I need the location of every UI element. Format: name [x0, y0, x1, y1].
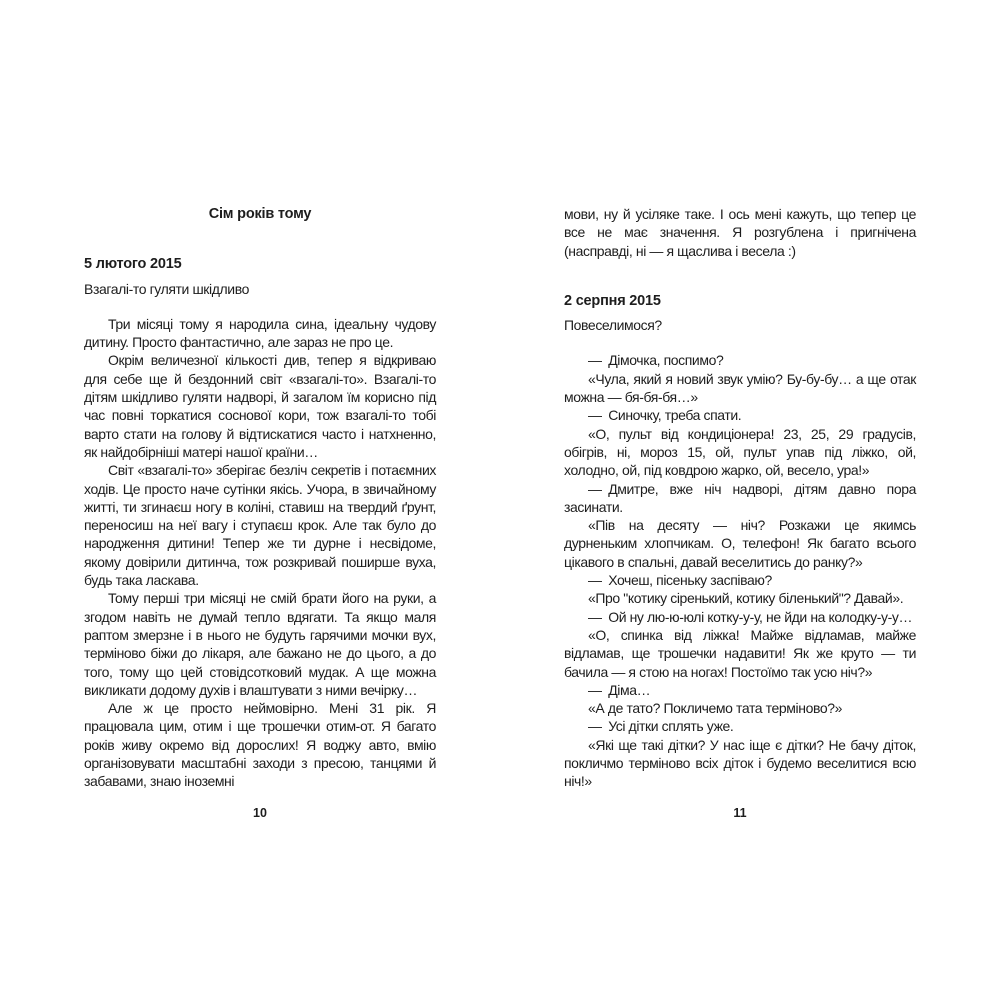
- dialog-paragraph: «Які ще такі дітки? У нас іще є дітки? Не бачу діток, покличмо терміново всіх діток і будемо веселитися всю ніч!»: [564, 736, 916, 790]
- body-text-right: [564, 351, 916, 790]
- dialog-paragraph: — Дмитре, вже ніч надворі, дітям давно пора засинати.: [564, 480, 916, 515]
- chapter-title: Сім років тому: [208, 206, 312, 222]
- entry-date: 5 лютого 2015: [84, 256, 182, 273]
- entry-header: [84, 255, 436, 298]
- paragraph: Три місяці тому я народила сина, ідеальну чудову дитину. Просто фантастично, але зараз не про це.: [84, 315, 436, 351]
- page-number-right: 11: [733, 806, 747, 820]
- dialog-paragraph: — Усі дітки сплять уже.: [588, 718, 734, 735]
- entry-date: 2 серпня 2015: [564, 292, 661, 309]
- paragraph: Світ «взагалі-то» зберігає безліч секретів і потаємних ходів. Це просто наче сутінки якісь. Учора, в звичайному житті, ти згинаєш ногу в коліні, ставиш на твердий ґрунт, переносиш на неї вагу і ступаєш крок. Але так було до народження дитини! Тепер же ти дурне і несвідоме, якому довірили дитинча, тож розкривай поширше вуха, будь така ласкава.: [84, 462, 436, 589]
- entry-subtitle: Взагалі-то гуляти шкідливо: [84, 280, 249, 297]
- paragraph: Окрім величезної кількості див, тепер я відкриваю для себе ще й бездонний світ «взагалі-то». Взагалі-то дітям шкідливо гуляти надворі, й загалом їм корисно під час повні торкатися соснової кори, тож взагалі-то тобі варто стати на голову й відтискатися часто і натхненно, як найдобірніші матері нашої країни…: [84, 352, 436, 460]
- paragraph: Але ж це просто неймовірно. Мені 31 рік. Я працювала цим, отим і ще трошечки отим-от. Я багато років живу окремо від дорослих! Я воджу авто, вмію організовувати масштабні заходи з пресою, танцями й забавами, знаю іноземні: [84, 700, 436, 790]
- dialog-paragraph: «А де тато? Покличемо тата терміново?»: [588, 700, 842, 717]
- dialog-paragraph: «О, пульт від кондиціонера! 23, 25, 29 градусів, обігрів, ні, мороз 15, ой, пульт упав під ліжко, ой, холодно, ой, під ковдрою жарко, ой, весело, ура!»: [564, 425, 916, 479]
- dialog-paragraph: — Діма…: [588, 681, 651, 698]
- body-text-left: [84, 315, 436, 791]
- dialog-paragraph: — Дімочка, поспимо?: [588, 352, 724, 369]
- dialog-paragraph: — Ой ну лю-ю-юлі котку-у-у, не йди на колодку-у-у…: [588, 608, 913, 625]
- dialog-paragraph: «Пів на десяту — ніч? Розкажи це якимсь дурненьким хлопчикам. О, телефон! Як багато всього цікавого в спальні, давай веселитись до ранку?»: [564, 517, 916, 570]
- paragraph: Тому перші три місяці не смій брати його на руки, а згодом навіть не думай тепло вдягати. Та якщо маля раптом змерзне і в нього не будуть гарячими мочки вух, терміново біжи до лікаря, але бажано не до цього, а до того, тому що цей стовідсотковий мудак. А ще можна викликати додому духів і влаштувати з ними вечірку…: [84, 590, 436, 698]
- dialog-paragraph: — Синочку, треба спати.: [588, 407, 742, 424]
- entry-header: [564, 292, 916, 335]
- dialog-paragraph: «Про "котику сіренький, котику біленький"? Давай».: [588, 590, 904, 607]
- dialog-paragraph: «Чула, який я новий звук умію? Бу-бу-бу… а ще отак можна — бя-бя-бя…»: [564, 370, 916, 406]
- dialog-paragraph: — Хочеш, пісеньку заспіваю?: [588, 572, 772, 589]
- page-right: [564, 205, 916, 865]
- page-number-left: 10: [253, 806, 267, 820]
- page-left: [84, 205, 436, 865]
- continuation-paragraph: мови, ну й усіляке таке. І ось мені кажуть, що тепер це все не має значення. Я розгублена і пригнічена (насправді, ні — я щаслива і весела :): [564, 206, 916, 259]
- dialog-paragraph: «О, спинка від ліжка! Майже відламав, майже відламав, ще трошечки надавити! Як же круто — ти бачила — я стою на ногах! Постоїмо так усю ніч?»: [564, 626, 916, 680]
- entry-subtitle: Повеселимося?: [564, 317, 662, 334]
